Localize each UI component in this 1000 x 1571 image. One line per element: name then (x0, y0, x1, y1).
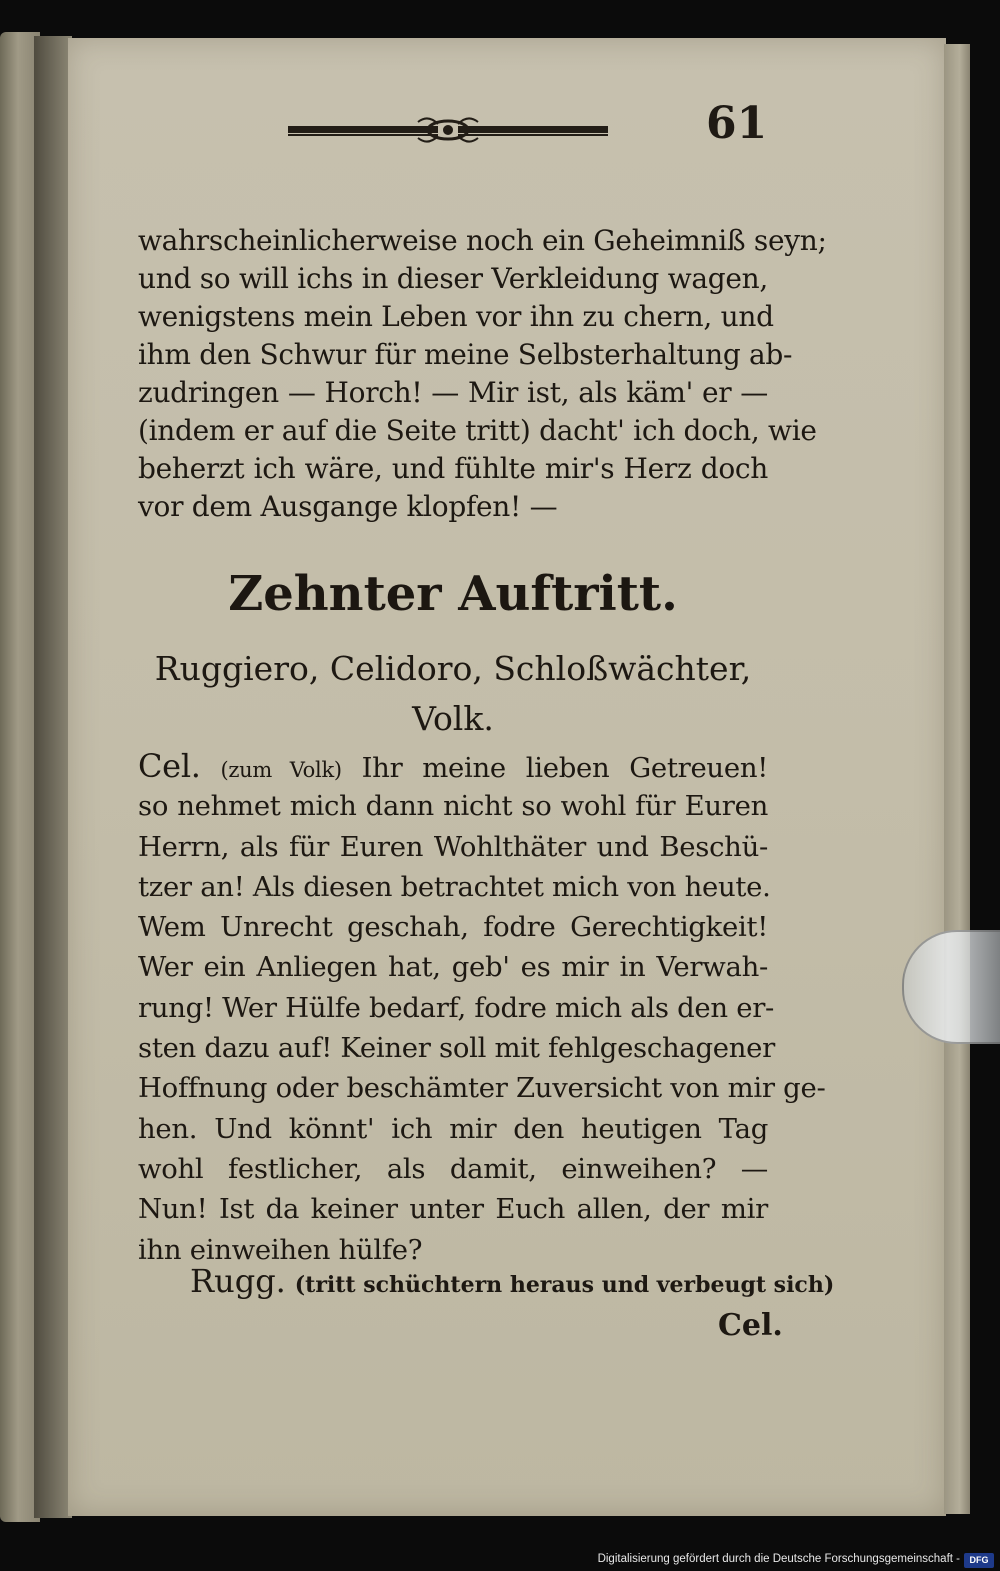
speaker-name: Rugg. (190, 1262, 286, 1300)
speech-line: Wer ein Anliegen hat, geb' es mir in Verwah- (138, 951, 768, 984)
text-line: wenigstens mein Leben vor ihn zu chern, und (138, 300, 774, 333)
dfg-logo: DFG (964, 1553, 994, 1568)
text-line: zudringen — Horch! — Mir ist, als käm' er — (138, 376, 768, 409)
speech-text: Ihr meine lieben Getreuen! (361, 752, 768, 784)
text-line: beherzt ich wäre, und fühlte mir's Herz doch (138, 452, 768, 485)
celidoro-speech (138, 746, 826, 1270)
speech-line: wohl festlicher, als damit, einweihen? — (138, 1152, 768, 1185)
speech-line: sten dazu auf! Keiner soll mit fehlgeschagener (138, 1032, 775, 1065)
text-line: vor dem Ausgange klopfen! — (138, 490, 558, 523)
speech-line: so nehmet mich dann nicht so wohl für Euren (138, 790, 768, 823)
speech-line: Wem Unrecht geschah, fodre Gerechtigkeit! (138, 911, 768, 944)
speech-first-line (138, 746, 768, 786)
catchword: Cel. (718, 1308, 783, 1343)
speech-line: ihn einweihen hülfe? (138, 1233, 423, 1266)
header-ornament (222, 112, 612, 146)
text-line: und so will ichs in dieser Verkleidung wagen, (138, 262, 768, 295)
character-list-line: Ruggiero, Celidoro, Schloßwächter, (154, 649, 752, 688)
character-list-line: Volk. (412, 699, 494, 738)
speech-line: rung! Wer Hülfe bedarf, fodre mich als den er- (138, 991, 775, 1024)
speech-line: Herrn, als für Euren Wohlthäter und Beschü- (138, 830, 768, 863)
stage-direction: (zum Volk) (220, 758, 342, 782)
page-number: 61 (706, 98, 768, 149)
speech-line: tzer an! Als diesen betrachtet mich von heute. (138, 870, 771, 903)
right-page-edge (944, 44, 970, 1514)
ruggiero-entry (190, 1262, 835, 1300)
funding-credit: Digitalisierung gefördert durch die Deutsche Forschungsgemeinschaft - (597, 1553, 960, 1565)
stage-direction: (tritt schüchtern heraus und verbeugt sich) (294, 1272, 835, 1298)
scene-heading: Zehnter Auftritt. (228, 566, 678, 622)
text-line: ihm den Schwur für meine Selbsterhaltung ab- (138, 338, 793, 371)
character-list (138, 644, 768, 744)
text-line: (indem er auf die Seite tritt) dacht' ich doch, wie (138, 414, 817, 447)
page-clip (902, 930, 1000, 1044)
text-line: wahrscheinlicherweise noch ein Geheimniß seyn; (138, 224, 827, 257)
speaker-name: Cel. (138, 747, 201, 785)
speech-line: hen. Und könnt' ich mir den heutigen Tag (138, 1112, 768, 1145)
speech-line: Nun! Ist da keiner unter Euch allen, der mir (138, 1193, 768, 1226)
speech-line: Hoffnung oder beschämter Zuversicht von mir ge- (138, 1072, 826, 1105)
gutter-shadow (34, 36, 72, 1518)
opening-paragraph (138, 222, 827, 526)
